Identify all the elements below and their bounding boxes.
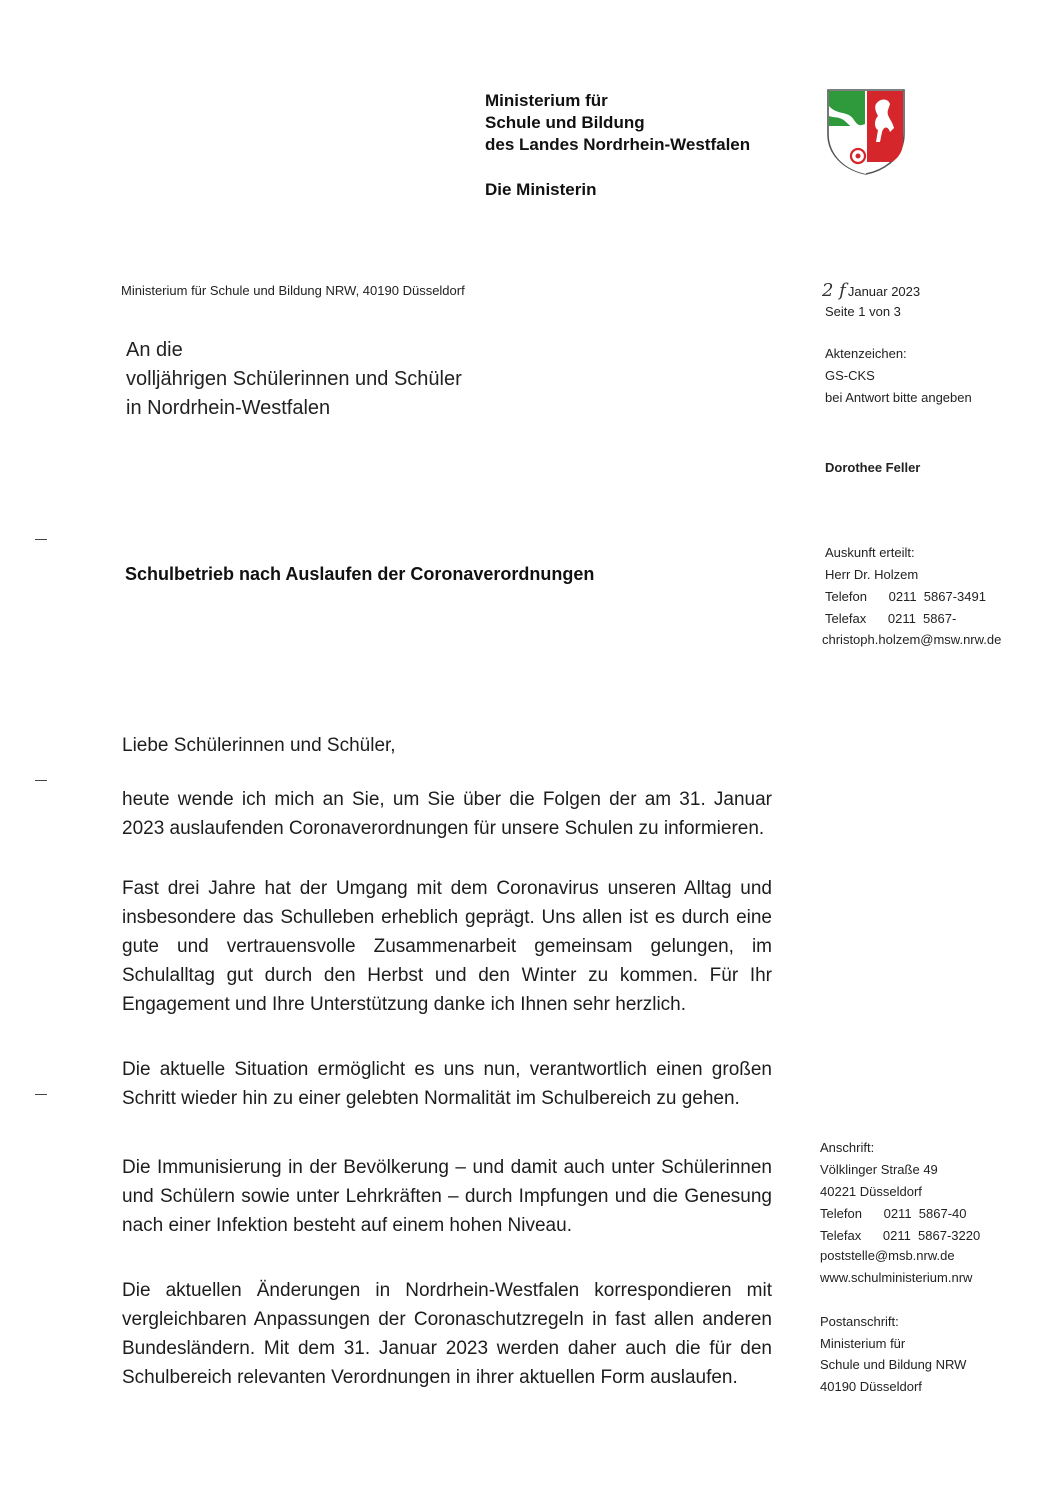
body-paragraph-5: Die aktuellen Änderungen in Nordrhein-Westfalen korrespondieren mit vergleichbaren Anpassungen der Coronaschutzregeln in fast allen anderen Bundesländern. Mit dem 31. Januar 2023 werden daher auch die für den Schulbereich relevanten Verordnungen in ihrer aktuellen Form auslaufen. [122, 1280, 772, 1388]
contact-phone: Telefon 0211 5867-3491 [825, 589, 986, 604]
postal-line-2: Schule und Bildung NRW [820, 1357, 967, 1372]
reference-note: bei Antwort bitte angeben [825, 390, 972, 405]
punch-mark [35, 780, 47, 781]
signatory-name: Dorothee Feller [825, 460, 921, 475]
body-paragraph-1: heute wende ich mich an Sie, um Sie über die Folgen der am 31. Januar 2023 auslaufenden Coronaverordnungen für unsere Schulen zu informieren. [122, 789, 772, 839]
postal-line-3: 40190 Düsseldorf [820, 1379, 922, 1394]
address-website: www.schulministerium.nrw [820, 1270, 973, 1285]
handwritten-date-day: 2 f [822, 280, 846, 301]
address-label: Anschrift: [820, 1140, 875, 1155]
minister-title: Die Ministerin [485, 180, 597, 199]
address-email: poststelle@msb.nrw.de [820, 1248, 955, 1263]
recipient-line-1: An die [126, 339, 183, 361]
reference-label: Aktenzeichen: [825, 346, 907, 361]
fold-mark-lower [35, 1094, 47, 1095]
recipient-line-2: volljährigen Schülerinnen und Schüler [126, 368, 462, 390]
fold-mark [35, 539, 47, 540]
postal-label: Postanschrift: [820, 1314, 899, 1329]
address-street: Völklinger Straße 49 [820, 1162, 938, 1177]
recipient-line-3: in Nordrhein-Westfalen [126, 397, 331, 419]
nrw-coat-of-arms-icon [824, 86, 908, 176]
letterhead-line-2: Schule und Bildung [485, 113, 645, 132]
letterhead-line-1: Ministerium für [485, 91, 608, 110]
sender-address-line: Ministerium für Schule und Bildung NRW, 40190 Düsseldorf [121, 283, 465, 298]
body-paragraph-3: Die aktuelle Situation ermöglicht es uns nun, verantwortlich einen großen Schritt wieder hin zu einer gelebten Normalität im Schulbereich zu gehen. [122, 1059, 772, 1109]
ministry-letterhead [485, 90, 750, 156]
contact-name: Herr Dr. Holzem [825, 567, 919, 582]
salutation: Liebe Schülerinnen und Schüler, [122, 735, 396, 756]
letter-subject: Schulbetrieb nach Auslaufen der Coronaverordnungen [125, 564, 595, 584]
contact-fax: Telefax 0211 5867- [825, 611, 957, 626]
postal-line-1: Ministerium für [820, 1336, 906, 1351]
date-month-year: Januar 2023 [847, 284, 921, 299]
reference-value: GS-CKS [825, 368, 875, 383]
recipient-block [126, 336, 462, 423]
contact-email: christoph.holzem@msw.nrw.de [822, 632, 1002, 647]
contact-label: Auskunft erteilt: [825, 545, 915, 560]
page-indicator: Seite 1 von 3 [825, 304, 901, 319]
body-paragraph-2: Fast drei Jahre hat der Umgang mit dem Coronavirus unseren Alltag und insbesondere das Schulleben erheblich geprägt. Uns allen ist es durch eine gute und vertrauensvolle Zusammenarbeit gemeinsam gelungen, im Schulalltag gut durch den Herbst und den Winter zu kommen. Für Ihr Engagement und Ihre Unterstützung danke ich Ihnen sehr herzlich. [122, 878, 772, 1015]
address-city: 40221 Düsseldorf [820, 1184, 922, 1199]
letter-date [822, 281, 920, 302]
address-fax: Telefax 0211 5867-3220 [820, 1228, 981, 1243]
body-paragraph-4: Die Immunisierung in der Bevölkerung – und damit auch unter Schülerinnen und Schülern sowie unter Lehrkräften – durch Impfungen und die Genesung nach einer Infektion besteht auf einem hohen Niveau. [122, 1157, 772, 1236]
letterhead-line-3: des Landes Nordrhein-Westfalen [485, 135, 751, 154]
address-phone: Telefon 0211 5867-40 [820, 1206, 967, 1221]
